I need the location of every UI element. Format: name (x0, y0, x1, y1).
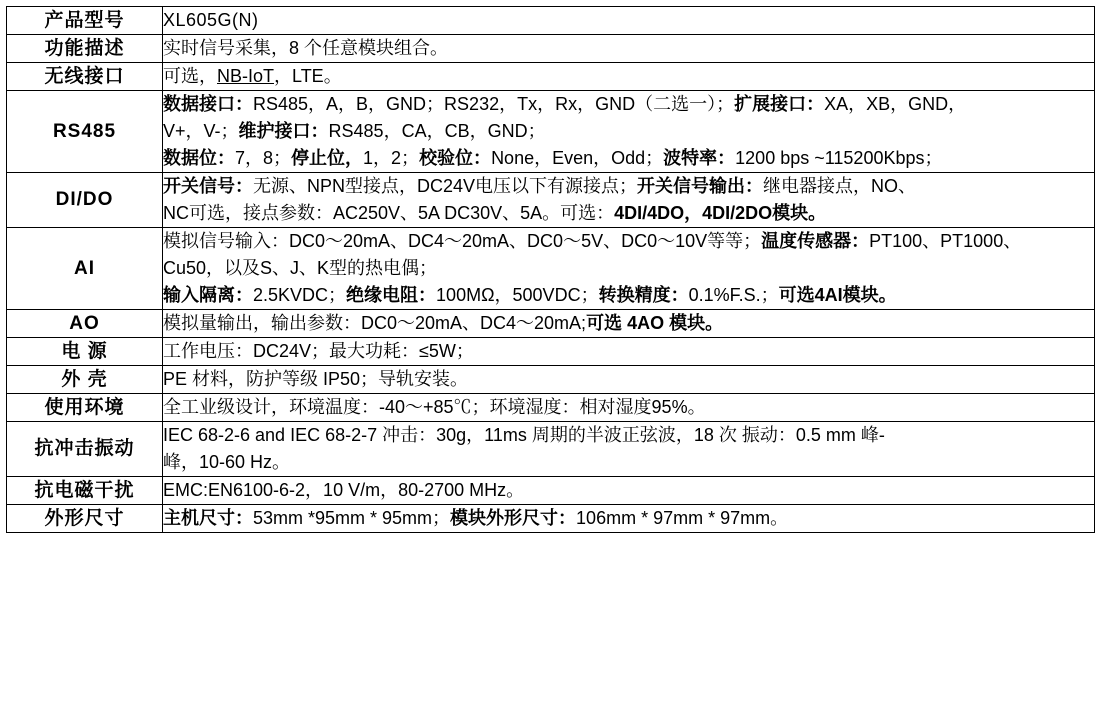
spec-row-value (163, 7, 1095, 35)
spec-value-fragment: 模拟量输出，输出参数：DC0～20mA、DC4～20mA; (163, 313, 587, 333)
spec-row (7, 7, 1095, 35)
spec-row-label: AI (7, 228, 163, 310)
spec-row-label: 外 壳 (7, 366, 163, 394)
spec-row-label: RS485 (7, 91, 163, 173)
spec-row-value (163, 228, 1095, 310)
spec-value-line (163, 118, 1094, 145)
spec-value-line (163, 394, 1094, 421)
spec-value-line (163, 477, 1094, 504)
spec-value-fragment: 继电器接点，NO、 (763, 176, 917, 196)
spec-value-fragment: PT100、PT1000、 (869, 231, 1022, 251)
spec-value-fragment: XL605G(N) (163, 10, 259, 30)
spec-value-fragment: 转换精度： (598, 285, 689, 305)
spec-value-fragment: V+，V-； (163, 121, 239, 141)
spec-value-fragment: 53mm *95mm * 95mm； (253, 508, 451, 528)
spec-row (7, 366, 1095, 394)
spec-value-line (163, 7, 1094, 34)
spec-row-value (163, 394, 1095, 422)
spec-row-label: 抗冲击振动 (7, 422, 163, 477)
spec-value-fragment: NB-IoT (217, 66, 275, 86)
spec-row-label: DI/DO (7, 173, 163, 228)
spec-value-line (163, 91, 1094, 118)
spec-value-fragment: ，LTE。 (274, 66, 342, 86)
spec-value-fragment: 2.5KVDC； (253, 285, 347, 305)
spec-row-label: 外形尺寸 (7, 505, 163, 533)
spec-value-fragment: 数据接口： (163, 94, 253, 114)
spec-row (7, 477, 1095, 505)
spec-row (7, 63, 1095, 91)
spec-value-fragment: PE 材料，防护等级 IP50；导轨安装。 (163, 369, 469, 389)
spec-value-fragment: 开关信号输出： (637, 176, 764, 196)
spec-value-fragment: 校验位： (419, 148, 492, 168)
spec-value-fragment: 100MΩ，500VDC； (436, 285, 599, 305)
spec-value-fragment: 1，2； (363, 148, 420, 168)
spec-value-line (163, 200, 1094, 227)
spec-value-fragment: 7，8； (235, 148, 292, 168)
spec-value-fragment: IEC 68-2-6 and IEC 68-2-7 冲击：30g，11ms 周期的半波正弦波，18 次 振动：0.5 mm 峰- (163, 425, 885, 445)
spec-value-line (163, 338, 1094, 365)
spec-value-fragment: 维护接口： (238, 121, 329, 141)
spec-value-fragment: 模拟信号输入：DC0～20mA、DC4～20mA、DC0～5V、DC0～10V等等； (163, 231, 762, 251)
spec-value-fragment: 输入隔离： (163, 285, 253, 305)
spec-value-fragment: 绝缘电阻： (346, 285, 437, 305)
spec-value-fragment: Cu50，以及S、J、K型的热电偶； (163, 258, 438, 278)
spec-row-label: AO (7, 310, 163, 338)
spec-value-fragment: 峰，10-60 Hz。 (163, 452, 291, 472)
spec-value-fragment: 扩展接口： (734, 94, 825, 114)
spec-row-value (163, 366, 1095, 394)
spec-value-fragment: None，Even，Odd； (491, 148, 664, 168)
spec-value-line (163, 366, 1094, 393)
spec-value-fragment: 106mm * 97mm * 97mm。 (576, 508, 789, 528)
spec-value-line (163, 35, 1094, 62)
spec-row (7, 91, 1095, 173)
spec-value-fragment: 可选， (163, 66, 217, 86)
spec-value-fragment: 无源、NPN型接点，DC24V电压以下有源接点； (253, 176, 638, 196)
spec-row-value (163, 422, 1095, 477)
spec-value-fragment: 停止位， (291, 148, 364, 168)
spec-value-fragment: 4DI/4DO，4DI/2DO模块。 (614, 203, 827, 223)
spec-row-label: 抗电磁干扰 (7, 477, 163, 505)
spec-value-fragment: 可选4AI模块。 (778, 285, 897, 305)
spec-value-line (163, 228, 1094, 255)
spec-value-fragment: 主机尺寸： (163, 508, 253, 528)
spec-row-value (163, 338, 1095, 366)
spec-value-line (163, 310, 1094, 337)
spec-row-value (163, 63, 1095, 91)
spec-row (7, 422, 1095, 477)
spec-row-value (163, 310, 1095, 338)
spec-row-label: 电 源 (7, 338, 163, 366)
spec-value-line (163, 63, 1094, 90)
spec-row-value (163, 173, 1095, 228)
spec-value-line (163, 255, 1094, 282)
spec-row-value (163, 505, 1095, 533)
spec-value-fragment: 模块外形尺寸： (450, 508, 577, 528)
spec-row (7, 338, 1095, 366)
spec-value-line (163, 505, 1094, 532)
spec-row-label: 产品型号 (7, 7, 163, 35)
spec-value-fragment: RS485，CA，CB，GND； (328, 121, 546, 141)
spec-value-fragment: 开关信号： (163, 176, 253, 196)
spec-row-value (163, 477, 1095, 505)
spec-value-fragment: 数据位： (163, 148, 235, 168)
spec-value-fragment: 0.1%F.S.； (688, 285, 779, 305)
spec-row-value (163, 35, 1095, 63)
spec-value-fragment: 可选 4AO 模块。 (586, 313, 724, 333)
spec-value-fragment: 实时信号采集，8 个任意模块组合。 (163, 38, 449, 58)
spec-value-fragment: 温度传感器： (761, 231, 870, 251)
spec-value-fragment: EMC:EN6100-6-2，10 V/m，80-2700 MHz。 (163, 480, 525, 500)
spec-table-body (7, 7, 1095, 533)
spec-row-label: 使用环境 (7, 394, 163, 422)
spec-row (7, 505, 1095, 533)
spec-value-fragment: XA，XB，GND， (824, 94, 967, 114)
spec-value-line (163, 145, 1094, 172)
spec-row (7, 394, 1095, 422)
spec-row-label: 无线接口 (7, 63, 163, 91)
spec-value-fragment: 1200 bps ~115200Kbps； (735, 148, 943, 168)
spec-value-fragment: 全工业级设计，环境温度：-40～+85℃；环境湿度：相对湿度95%。 (163, 397, 706, 417)
spec-value-fragment: 波特率： (663, 148, 736, 168)
spec-value-line (163, 422, 1094, 449)
spec-row (7, 35, 1095, 63)
spec-value-line (163, 173, 1094, 200)
spec-row-label: 功能描述 (7, 35, 163, 63)
spec-value-fragment: 工作电压：DC24V；最大功耗：≤5W； (163, 341, 474, 361)
spec-row (7, 173, 1095, 228)
spec-row (7, 228, 1095, 310)
spec-row (7, 310, 1095, 338)
spec-row-value (163, 91, 1095, 173)
spec-value-fragment: RS485，A，B，GND；RS232，Tx，Rx，GND（二选一）； (253, 94, 735, 114)
product-spec-table (6, 6, 1095, 533)
spec-value-fragment: NC可选，接点参数：AC250V、5A DC30V、5A。可选： (163, 203, 615, 223)
spec-value-line (163, 282, 1094, 309)
spec-value-line (163, 449, 1094, 476)
